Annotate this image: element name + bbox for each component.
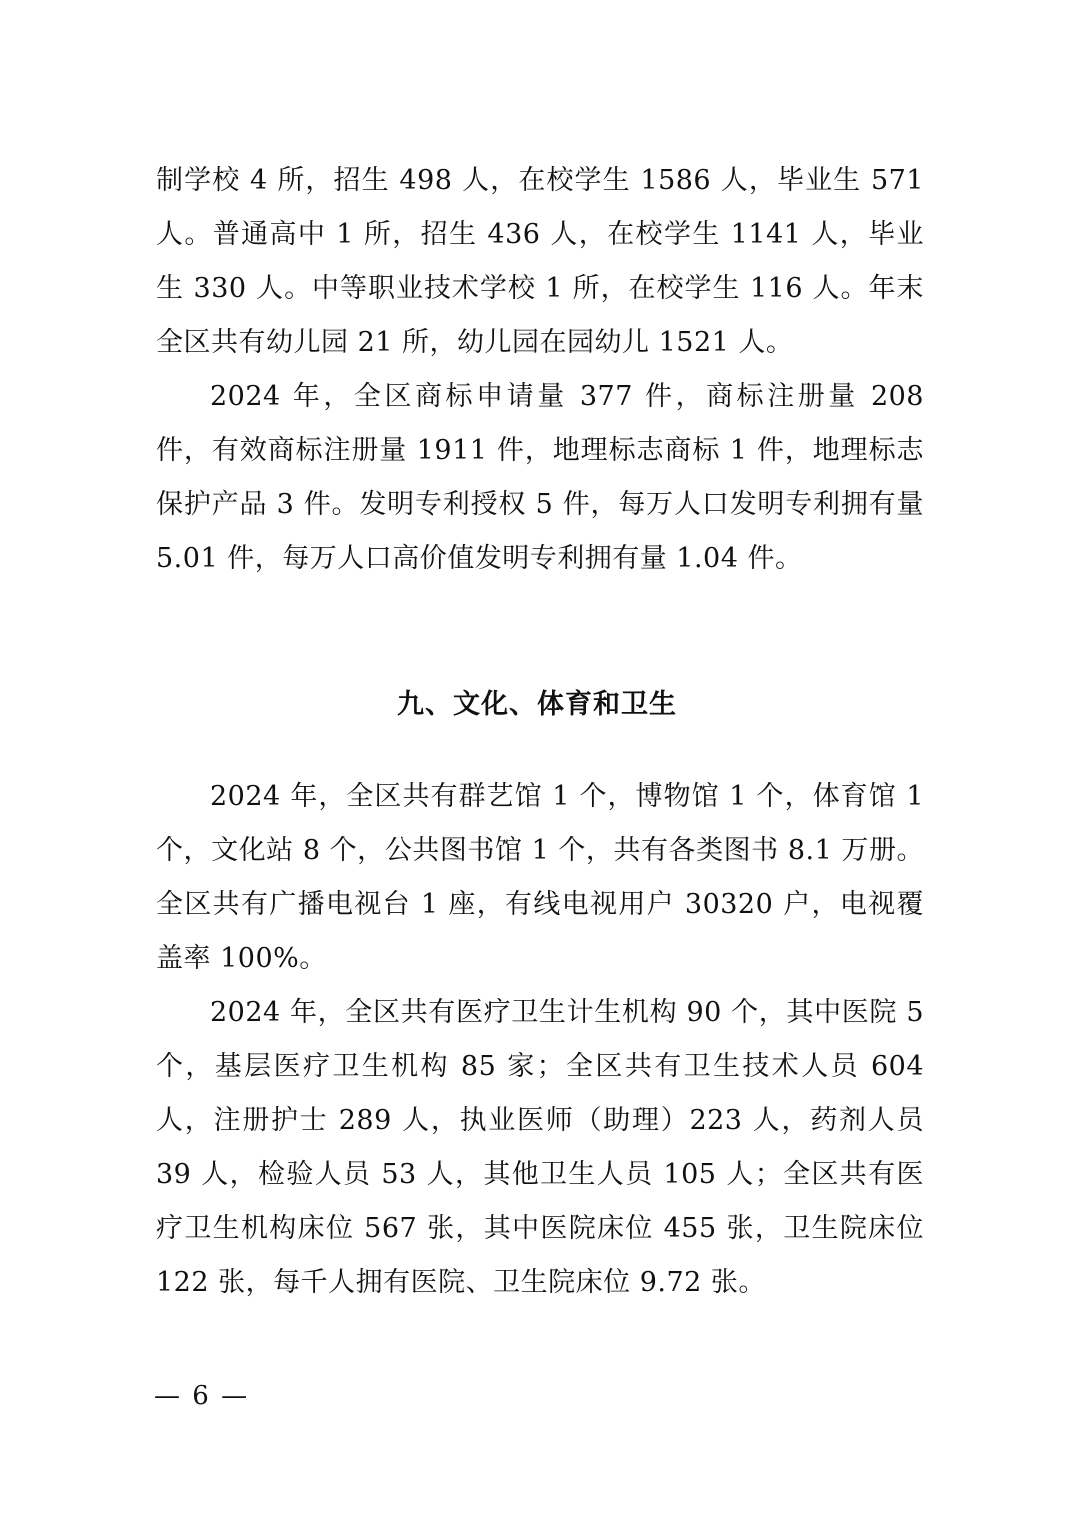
section-heading: 九、文化、体育和卫生 (397, 689, 677, 720)
culture-paragraph: 2024 年，全区共有群艺馆 1 个，博物馆 1 个，体育馆 1 个，文化站 8 个，公共图书馆 1 个，共有各类图书 8.1 万册。全区共有广播电视台 1 座，有线电视用户 30320 户，电视覆盖率 100%。 (156, 781, 924, 974)
trademark-patent-paragraph: 2024 年，全区商标申请量 377 件，商标注册量 208 件，有效商标注册量 1911 件，地理标志商标 1 件，地理标志保护产品 3 件。发明专利授权 5 件，每万人口发明专利拥有量 5.01 件，每万人口高价值发明专利拥有量 1.04 件。 (156, 381, 924, 574)
page-number: — 6 — (154, 1381, 250, 1411)
education-paragraph: 制学校 4 所，招生 498 人，在校学生 1586 人，毕业生 571 人。普通高中 1 所，招生 436 人，在校学生 1141 人，毕业生 330 人。中等职业技术学校 1 所，在校学生 116 人。年末全区共有幼儿园 21 所，幼儿园在园幼儿 1521 人。 (156, 165, 924, 358)
health-paragraph: 2024 年，全区共有医疗卫生计生机构 90 个，其中医院 5 个，基层医疗卫生机构 85 家；全区共有卫生技术人员 604 人，注册护士 289 人，执业医师（助理）223 人，药剂人员 39 人，检验人员 53 人，其他卫生人员 105 人；全区共有医疗卫生机构床位 567 张，其中医院床位 455 张，卫生院床位 122 张，每千人拥有医院、卫生院床位 9.72 张。 (156, 997, 924, 1298)
section-9-body (156, 770, 924, 1310)
section-8-continuation (156, 154, 924, 586)
